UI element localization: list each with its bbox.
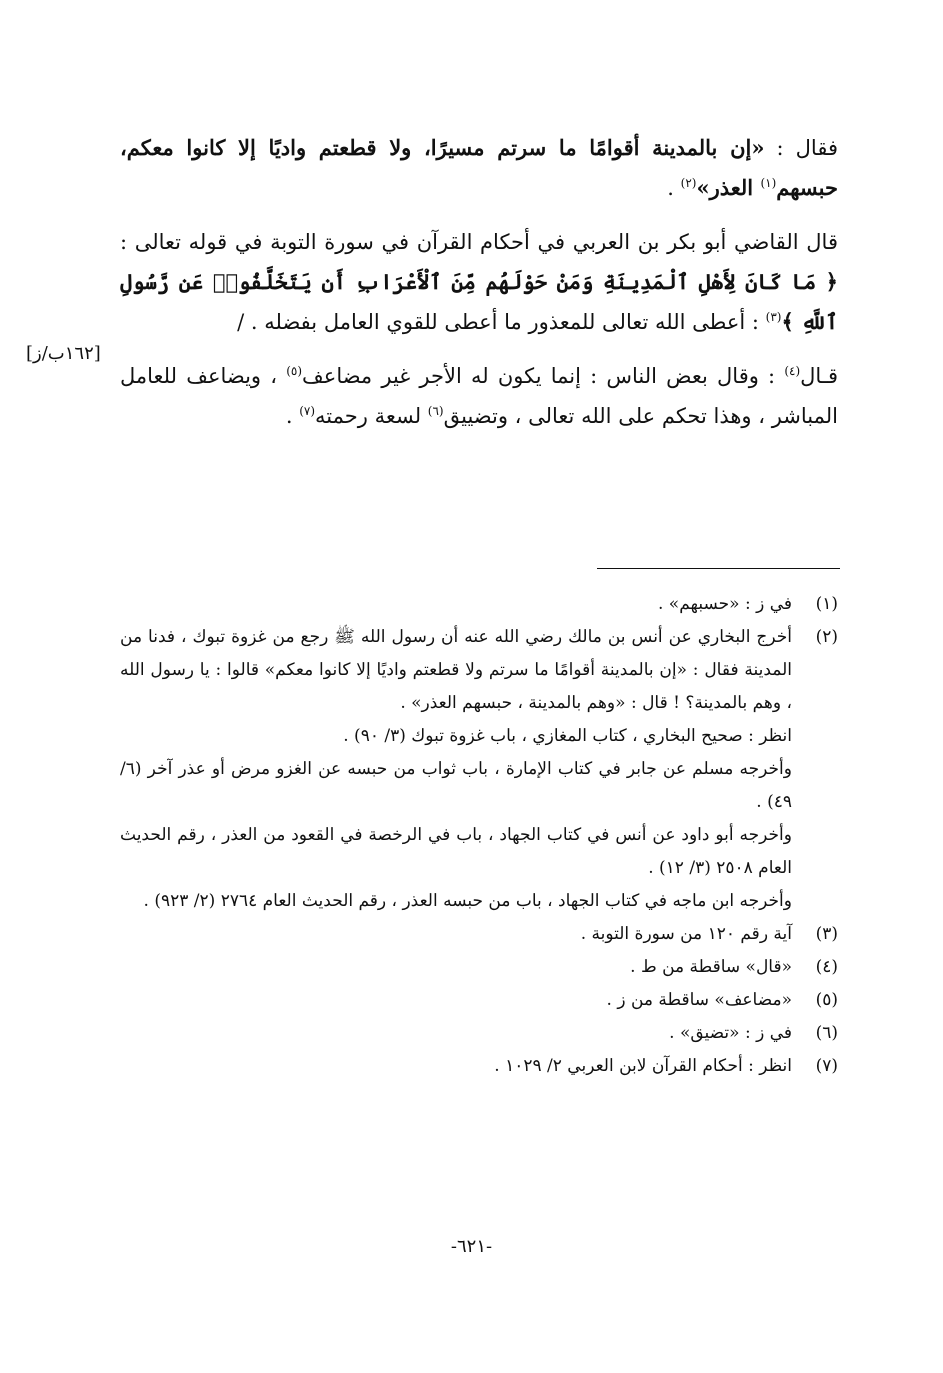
footnote-ref-7: (٧) [299, 404, 316, 418]
footnote-3 [120, 918, 838, 951]
footnote-ref-5: (٥) [286, 364, 303, 378]
hadith-quote: «إن بالمدينة أقوامًا ما سرتم مسيرًا، ولا قطعتم واديًا إلا كانوا معكم، حبسهم [120, 135, 838, 200]
paragraph-2-text-end: : أعطى الله تعالى للمعذور ما أعطى للقوي العامل بفضله . / [237, 310, 766, 334]
paragraph-1-end: . [667, 176, 681, 200]
footnote-number: (٥) [815, 990, 838, 1010]
footnote-text: في ز : «تضيق» . [669, 1023, 792, 1043]
footnote-text: آية رقم ١٢٠ من سورة التوبة . [580, 924, 792, 944]
footnote-text: انظر : أحكام القرآن لابن العربي ٢/ ١٠٢٩ . [494, 1056, 792, 1076]
footnote-divider [597, 568, 840, 569]
paragraph-3-qal: قـال [800, 364, 838, 388]
footnote-ref-1: (١) [760, 176, 777, 190]
footnote-number: (٧) [815, 1056, 838, 1076]
footnote-ref-4: (٤) [784, 364, 801, 378]
footnote-number: (٤) [815, 957, 838, 977]
paragraph-3 [120, 356, 838, 436]
footnote-number: (٣) [815, 924, 838, 944]
footnote-number: (١) [815, 594, 838, 614]
paragraph-3-text-1: : وقال بعض الناس : إنما يكون له الأجر غير مضاعف [302, 364, 785, 388]
main-text [120, 128, 838, 450]
paragraph-1-lead: فقال : [764, 136, 838, 160]
footnote-number: (٦) [815, 1023, 838, 1043]
footnote-1 [120, 588, 838, 621]
footnote-2 [120, 621, 838, 918]
paragraph-3-end: . [285, 404, 300, 428]
paragraph-3-text-3: لسعة رحمته [315, 404, 428, 428]
footnote-ref-6: (٦) [427, 404, 444, 418]
footnote-4 [120, 951, 838, 984]
manuscript-margin-note: [١٦٢ب/ز] [26, 343, 101, 364]
footnote-7 [120, 1050, 838, 1083]
footnote-text: «مضاعف» ساقطة من ز . [606, 990, 792, 1010]
footnote-ref-2: (٢) [680, 176, 697, 190]
footnote-text: وأخرجه مسلم عن جابر في كتاب الإمارة ، باب ثواب من حبسه عن الغزو مرض أو عذر آخر (٦/ ٤٩) . [120, 759, 792, 812]
quran-verse: ﴿ مَا كَانَ لِأَهْلِ ٱلْمَدِينَةِ وَمَنْ حَوْلَهُم مِّنَ ٱلْأَعْرَابِ أَن يَتَخَلَّفُوا۟ عَن رَّسُولِ ٱللَّهِ ﴾ [120, 269, 838, 334]
paragraph-1 [120, 128, 838, 208]
footnote-text: وأخرجه ابن ماجه في كتاب الجهاد ، باب من حبسه العذر ، رقم الحديث العام ٢٧٦٤ (٢/ ٩٢٣) . [143, 891, 792, 911]
footnote-text: أخرج البخاري عن أنس بن مالك رضي الله عنه أن رسول الله ﷺ رجع من غزوة تبوك ، فدنا من المدينة فقال : «إن بالمدينة أقوامًا ما سرتم ولا قطعتم واديًا إلا كانوا معكم» قالوا : يا رسول الله ، وهم بالمدينة؟ ! قال : «وهم بالمدينة ، حبسهم العذر» . [120, 627, 792, 713]
hadith-quote-end: العذر» [696, 175, 761, 200]
footnotes [120, 588, 838, 1083]
footnote-text: في ز : «حسبهم» . [657, 594, 792, 614]
footnote-5 [120, 984, 838, 1017]
footnote-number: (٢) [815, 627, 838, 647]
footnote-text: انظر : صحيح البخاري ، كتاب المغازي ، باب غزوة تبوك (٣/ ٩٠) . [343, 726, 792, 746]
paragraph-2 [120, 222, 838, 342]
page-number: -٦٢١- [450, 1236, 493, 1257]
footnote-6 [120, 1017, 838, 1050]
footnote-ref-3: (٣) [765, 310, 782, 324]
paragraph-2-text: قال القاضي أبو بكر بن العربي في أحكام القرآن في سورة التوبة في قوله تعالى : [120, 230, 838, 254]
paragraph-3-text-2: ، ويضاعف للعامل المباشر ، وهذا تحكم على الله تعالى ، وتضييق [120, 364, 838, 428]
footnote-text: «قال» ساقطة من ط . [630, 957, 792, 977]
footnote-text: وأخرجه أبو داود عن أنس في كتاب الجهاد ، باب في الرخصة في القعود من العذر ، رقم الحديث العام ٢٥٠٨ (٣/ ١٢) . [120, 825, 792, 878]
